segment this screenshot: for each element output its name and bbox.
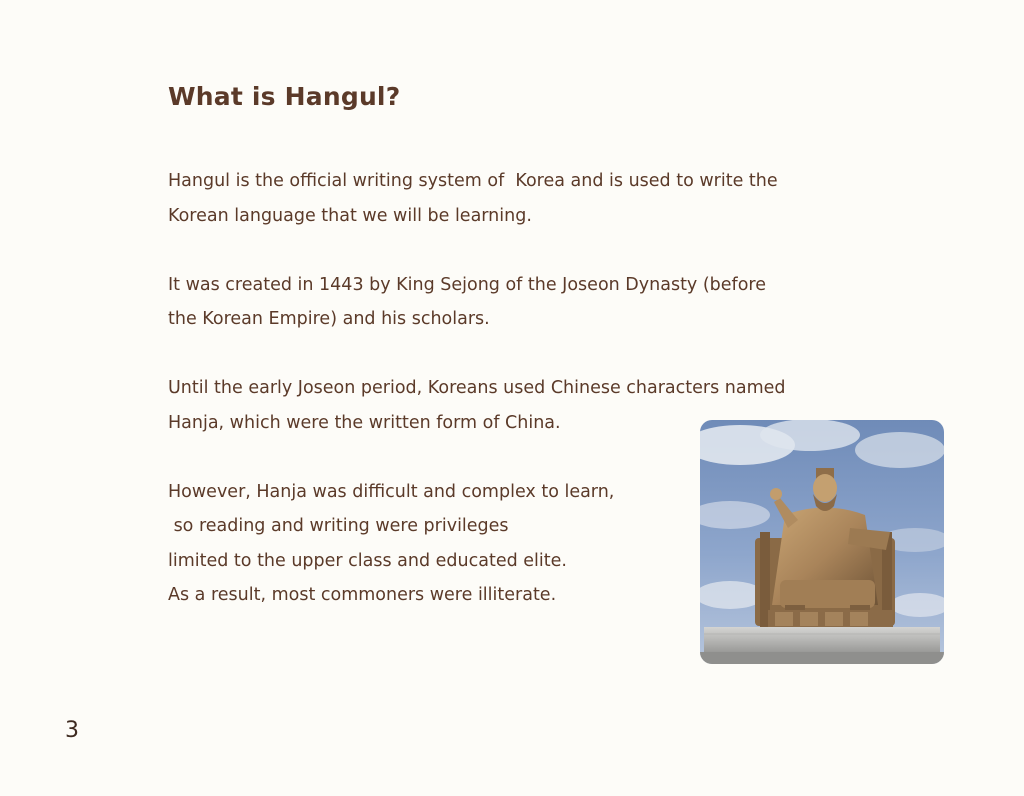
text-line: the Korean Empire) and his scholars. <box>168 309 490 329</box>
text-line: It was created in 1443 by King Sejong of the Joseon Dynasty (before <box>168 274 766 295</box>
text-line: Korean language that we will be learning. <box>168 205 532 226</box>
text-line: As a result, most commoners were illiterate. <box>168 585 557 605</box>
king-sejong-statue-photo <box>700 420 944 664</box>
page-number: 3 <box>65 718 79 743</box>
text-line: Until the early Joseon period, Koreans used Chinese characters named <box>168 378 786 398</box>
text-line: However, Hanja was difficult and complex to learn, <box>168 481 615 502</box>
text-line: Hanja, which were the written form of China. <box>168 412 561 433</box>
paragraph-1 <box>168 164 868 233</box>
text-line: so reading and writing were privileges <box>168 516 509 536</box>
paragraph-2 <box>168 268 868 337</box>
page-title: What is Hangul? <box>168 82 401 111</box>
text-line: Hangul is the official writing system of Korea and is used to write the <box>168 171 778 191</box>
text-line: limited to the upper class and educated elite. <box>168 550 567 571</box>
